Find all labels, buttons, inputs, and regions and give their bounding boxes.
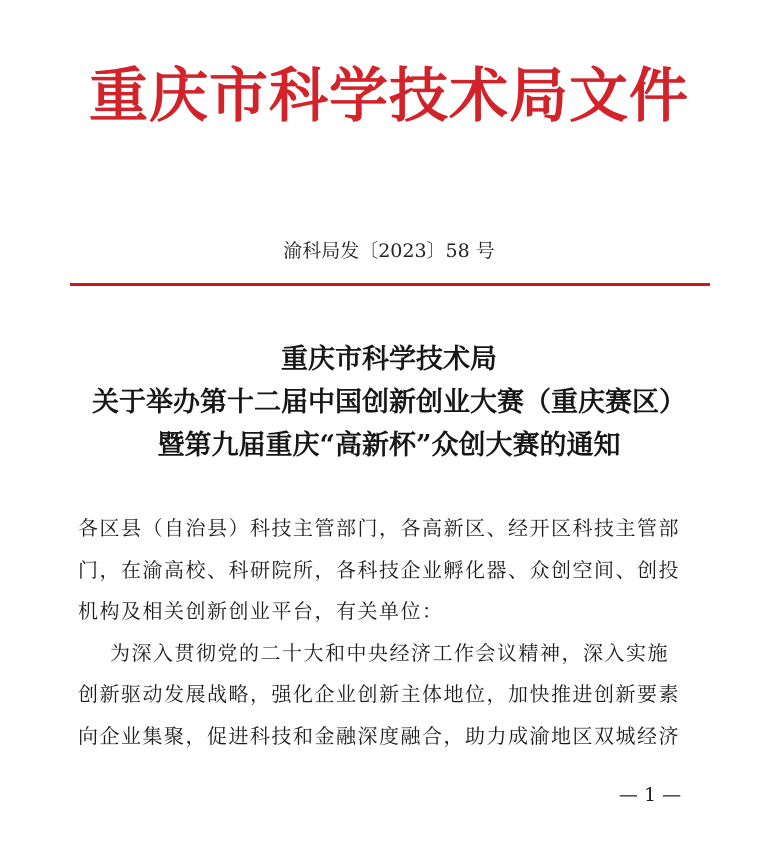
body-line-5: 创新驱动发展战略，强化企业创新主体地位，加快推进创新要素 bbox=[78, 682, 680, 706]
document-number: 渝科局发〔2023〕58 号 bbox=[283, 240, 495, 262]
masthead-title: 重庆市科学技术局文件 bbox=[88, 61, 689, 130]
page-number: — 1 — bbox=[618, 784, 682, 806]
title-line-1: 重庆市科学技术局 bbox=[281, 344, 497, 375]
notice-title bbox=[0, 338, 778, 467]
body-line-6: 向企业集聚，促进科技和金融深度融合，助力成渝地区双城经济 bbox=[78, 723, 680, 748]
notice-body bbox=[78, 508, 718, 757]
title-line-2: 关于举办第十二届中国创新创业大赛（重庆赛区） bbox=[92, 387, 686, 418]
red-divider-line bbox=[70, 283, 710, 286]
body-line-3: 机构及相关创新创业平台，有关单位： bbox=[78, 599, 444, 623]
title-line-3: 暨第九届重庆“高新杯”众创大赛的通知 bbox=[157, 430, 621, 461]
body-line-1: 各区县（自治县）科技主管部门，各高新区、经开区科技主管部 bbox=[78, 516, 680, 540]
body-line-4: 为深入贯彻党的二十大和中央经济工作会议精神，深入实施 bbox=[110, 640, 669, 665]
body-line-2: 门，在渝高校、科研院所，各科技企业孵化器、众创空间、创投 bbox=[78, 557, 680, 582]
